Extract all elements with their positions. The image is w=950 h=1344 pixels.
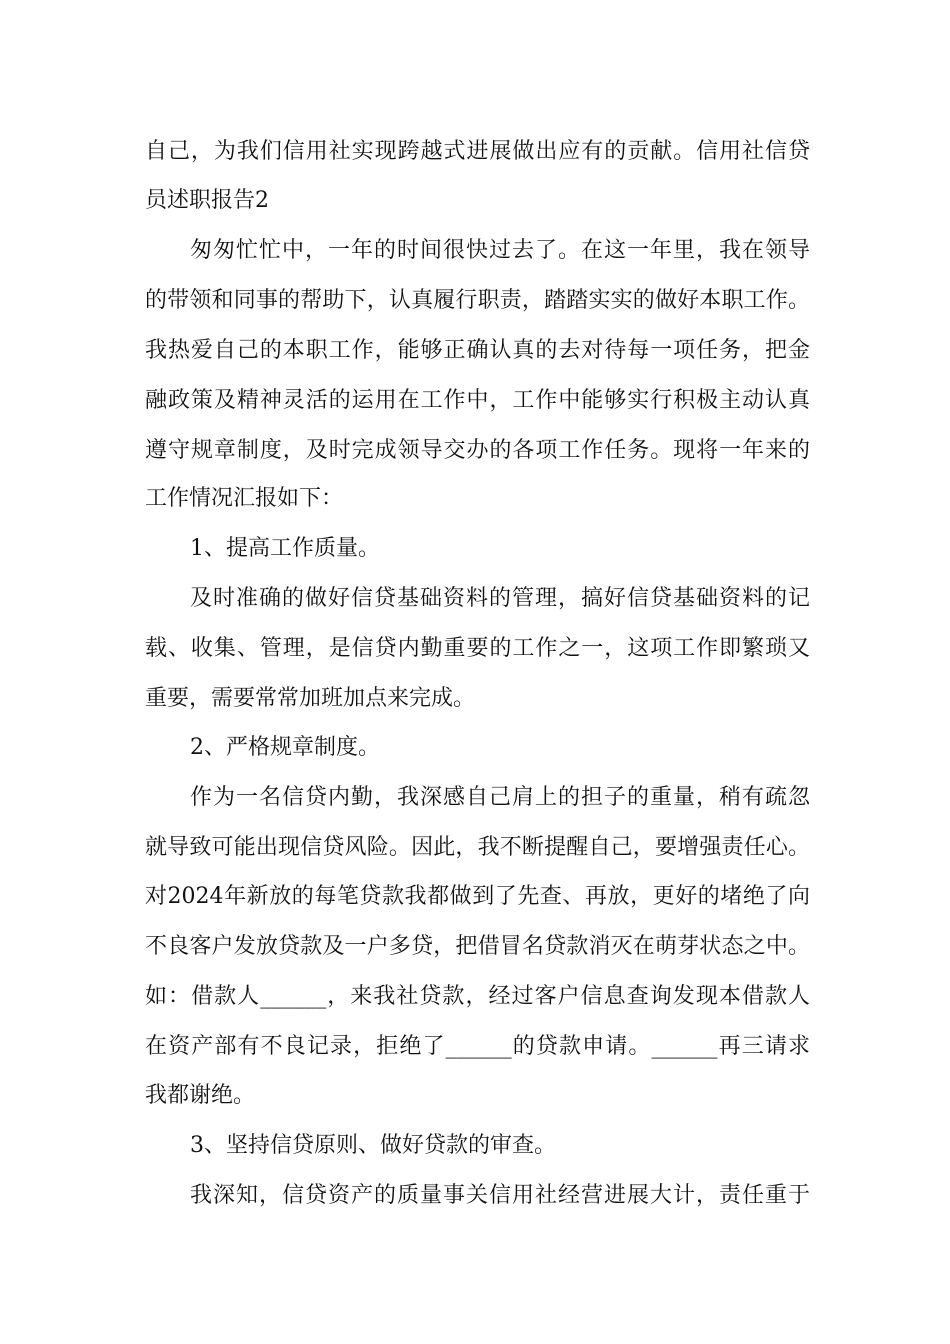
paragraph-first-line: 作为一名信贷内勤，我深感自己肩上的担子的重量，稍有疏忽 xyxy=(190,785,810,810)
text-line: 在资产部有不良记录，拒绝了______的贷款申请。______再三请求 xyxy=(145,1034,810,1059)
paragraph-first-line: 及时准确的做好信贷基础资料的管理，搞好信贷基础资料的记 xyxy=(190,586,810,611)
paragraph-first-line: 我深知，信贷资产的质量事关信用社经营进展大计，责任重于 xyxy=(190,1183,810,1208)
section-heading: 1、提高工作质量。 xyxy=(190,536,380,561)
text-line: 如：借款人______，来我社贷款，经过客户信息查询发现本借款人 xyxy=(145,984,810,1009)
text-line: 就导致可能出现信贷风险。因此，我不断提醒自己，要增强责任心。 xyxy=(145,835,810,860)
text-line: 自己，为我们信用社实现跨越式进展做出应有的贡献。信用社信贷 xyxy=(145,139,810,164)
text-line: 员述职报告2 xyxy=(145,188,269,213)
section-heading: 3、坚持信贷原则、做好贷款的审查。 xyxy=(190,1133,556,1158)
text-line: 工作情况汇报如下： xyxy=(145,486,344,511)
text-line: 对2024年新放的每笔贷款我都做到了先查、再放，更好的堵绝了向 xyxy=(145,884,810,909)
text-line: 我热爱自己的本职工作，能够正确认真的去对待每一项任务，把金 xyxy=(145,338,810,363)
text-line: 不良客户发放贷款及一户多贷，把借冒名贷款消灭在萌芽状态之中。 xyxy=(145,934,810,959)
text-line: 重要，需要常常加班加点来完成。 xyxy=(145,686,476,711)
text-line: 融政策及精神灵活的运用在工作中，工作中能够实行积极主动认真 xyxy=(145,388,810,413)
text-line: 的带领和同事的帮助下，认真履行职责，踏踏实实的做好本职工作。 xyxy=(145,288,810,313)
text-line: 遵守规章制度，及时完成领导交办的各项工作任务。现将一年来的 xyxy=(145,438,810,463)
text-line: 我都谢绝。 xyxy=(145,1083,256,1108)
section-heading: 2、严格规章制度。 xyxy=(190,735,380,760)
text-line: 载、收集、管理，是信贷内勤重要的工作之一，这项工作即繁琐又 xyxy=(145,636,810,661)
paragraph-first-line: 匆匆忙忙中，一年的时间很快过去了。在这一年里，我在领导 xyxy=(190,238,810,263)
